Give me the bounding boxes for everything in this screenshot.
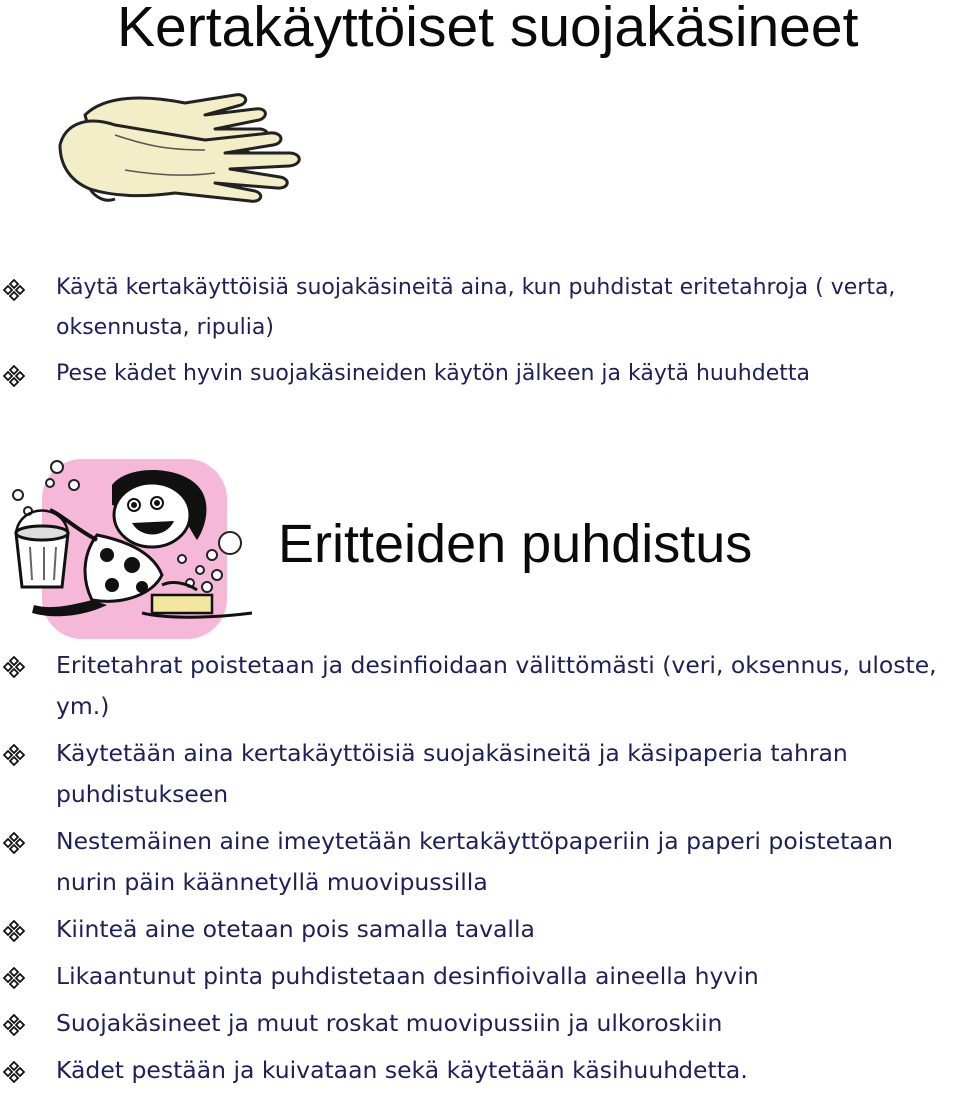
list-item: Pese kädet hyvin suojakäsineiden käytön jälkeen ja käytä huuhdetta (0, 354, 956, 394)
diamond-bullet-icon (3, 365, 25, 387)
list-item: Käytä kertakäyttöisiä suojakäsineitä aina, kun puhdistat eritetahroja ( verta, oksennusta, ripulia) (0, 268, 956, 348)
diamond-bullet-icon (3, 656, 25, 678)
diamond-bullet-icon (3, 744, 25, 766)
list-item: Eritetahrat poistetaan ja desinfioidaan välittömästi (veri, oksennus, uloste, ym.) (0, 645, 956, 727)
gloves-icon (55, 85, 320, 205)
diamond-bullet-icon (3, 967, 25, 989)
glove-instructions-list (0, 268, 960, 394)
list-item: Nestemäinen aine imeytetään kertakäyttöpaperiin ja paperi poistetaan nurin päin käännetyllä muovipussilla (0, 821, 956, 903)
diamond-bullet-icon (3, 1014, 25, 1036)
diamond-bullet-icon (3, 832, 25, 854)
list-item: Likaantunut pinta puhdistetaan desinfioivalla aineella hyvin (0, 956, 956, 997)
diamond-bullet-icon (3, 920, 25, 942)
diamond-bullet-icon (3, 279, 25, 301)
cleaning-instructions-list (0, 645, 960, 1097)
section-title: Eritteiden puhdistus (278, 514, 753, 574)
list-item: Kiinteä aine otetaan pois samalla tavalla (0, 909, 956, 950)
list-item: Kädet pestään ja kuivataan sekä käytetään käsihuuhdetta. (0, 1050, 956, 1091)
cleaning-woman-icon (2, 455, 260, 645)
diamond-bullet-icon (3, 1061, 25, 1083)
page-title: Kertakäyttöiset suojakäsineet (117, 0, 859, 59)
list-item: Suojakäsineet ja muut roskat muovipussiin ja ulkoroskiin (0, 1003, 956, 1044)
list-item: Käytetään aina kertakäyttöisiä suojakäsineitä ja käsipaperia tahran puhdistukseen (0, 733, 956, 815)
